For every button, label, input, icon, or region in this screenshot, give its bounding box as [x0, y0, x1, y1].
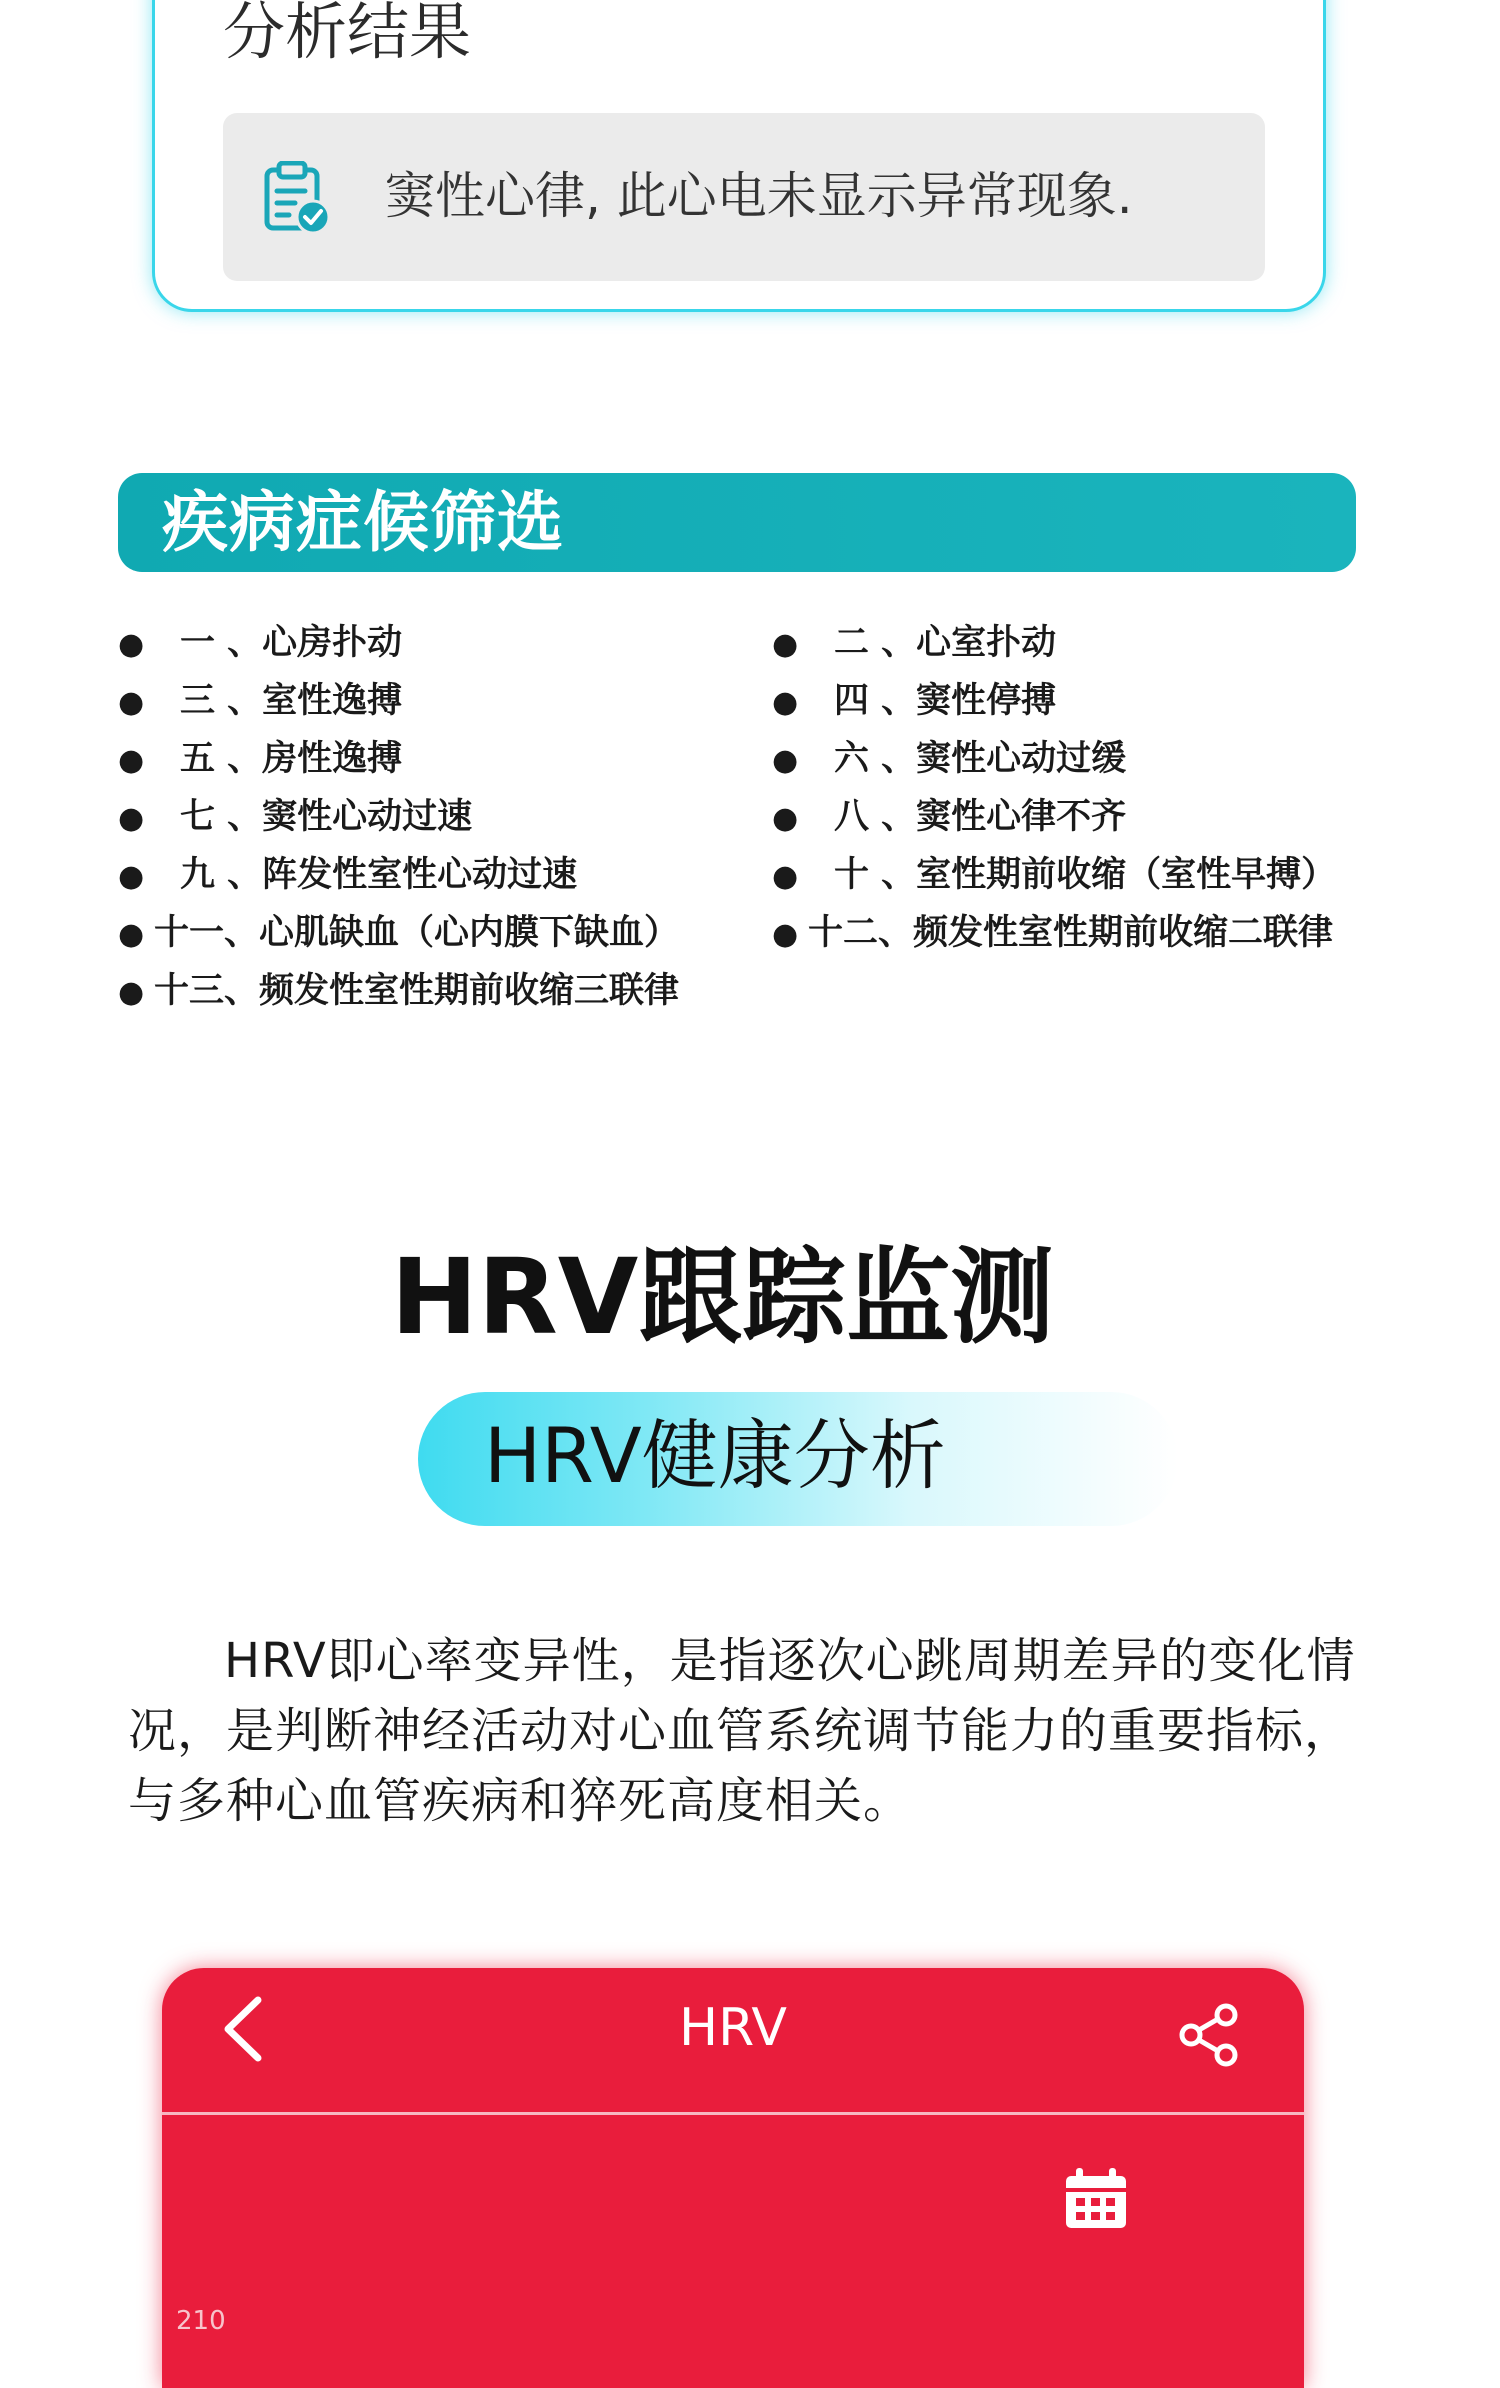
- list-item: ● 十 、室性期前收缩（室性早搏）: [772, 855, 1337, 895]
- analysis-result-box: [223, 113, 1265, 281]
- analysis-result-card: [152, 0, 1326, 312]
- hrv-subheading-pill: [418, 1392, 1178, 1526]
- chart-axis-tick: 210: [176, 2306, 226, 2336]
- clipboard-check-icon: [261, 161, 333, 235]
- list-item: ● 二 、心室扑动: [772, 623, 1057, 663]
- app-title: HRV: [679, 1998, 787, 2058]
- list-item: ● 一 、心房扑动: [118, 623, 403, 663]
- list-item: ● 四 、窦性停搏: [772, 681, 1057, 721]
- screening-title: 疾病症候筛选: [162, 484, 564, 561]
- hrv-heading: HRV跟踪监测: [390, 1236, 1055, 1358]
- list-item: ● 三 、室性逸搏: [118, 681, 403, 721]
- list-item: ● 十一、心肌缺血（心内膜下缺血）: [118, 913, 680, 953]
- hrv-description: HRV即心率变异性，是指逐次心跳周期差异的变化情况，是判断神经活动对心血管系统调节能力的重要指标，与多种心血管疾病和猝死高度相关。: [128, 1633, 1356, 1829]
- list-item: ● 十二、频发性室性期前收缩二联律: [772, 913, 1334, 953]
- list-item: ● 十三、频发性室性期前收缩三联律: [118, 971, 680, 1011]
- list-item: ● 六 、窦性心动过缓: [772, 739, 1127, 779]
- list-item: ● 七 、窦性心动过速: [118, 797, 473, 837]
- hrv-app-screen: [162, 1968, 1304, 2388]
- analysis-result-text: 窦性心律, 此心电未显示异常现象.: [385, 167, 1133, 225]
- app-header: [162, 1968, 1304, 2115]
- calendar-icon[interactable]: [1062, 2166, 1130, 2232]
- list-item: ● 九 、阵发性室性心动过速: [118, 855, 578, 895]
- list-item: ● 八 、窦性心律不齐: [772, 797, 1127, 837]
- screening-banner: [118, 473, 1356, 572]
- list-item: ● 五 、房性逸搏: [118, 739, 403, 779]
- analysis-result-title: 分析结果: [223, 0, 472, 68]
- share-icon[interactable]: [1176, 2002, 1242, 2068]
- hrv-subheading: HRV健康分析: [484, 1411, 946, 1500]
